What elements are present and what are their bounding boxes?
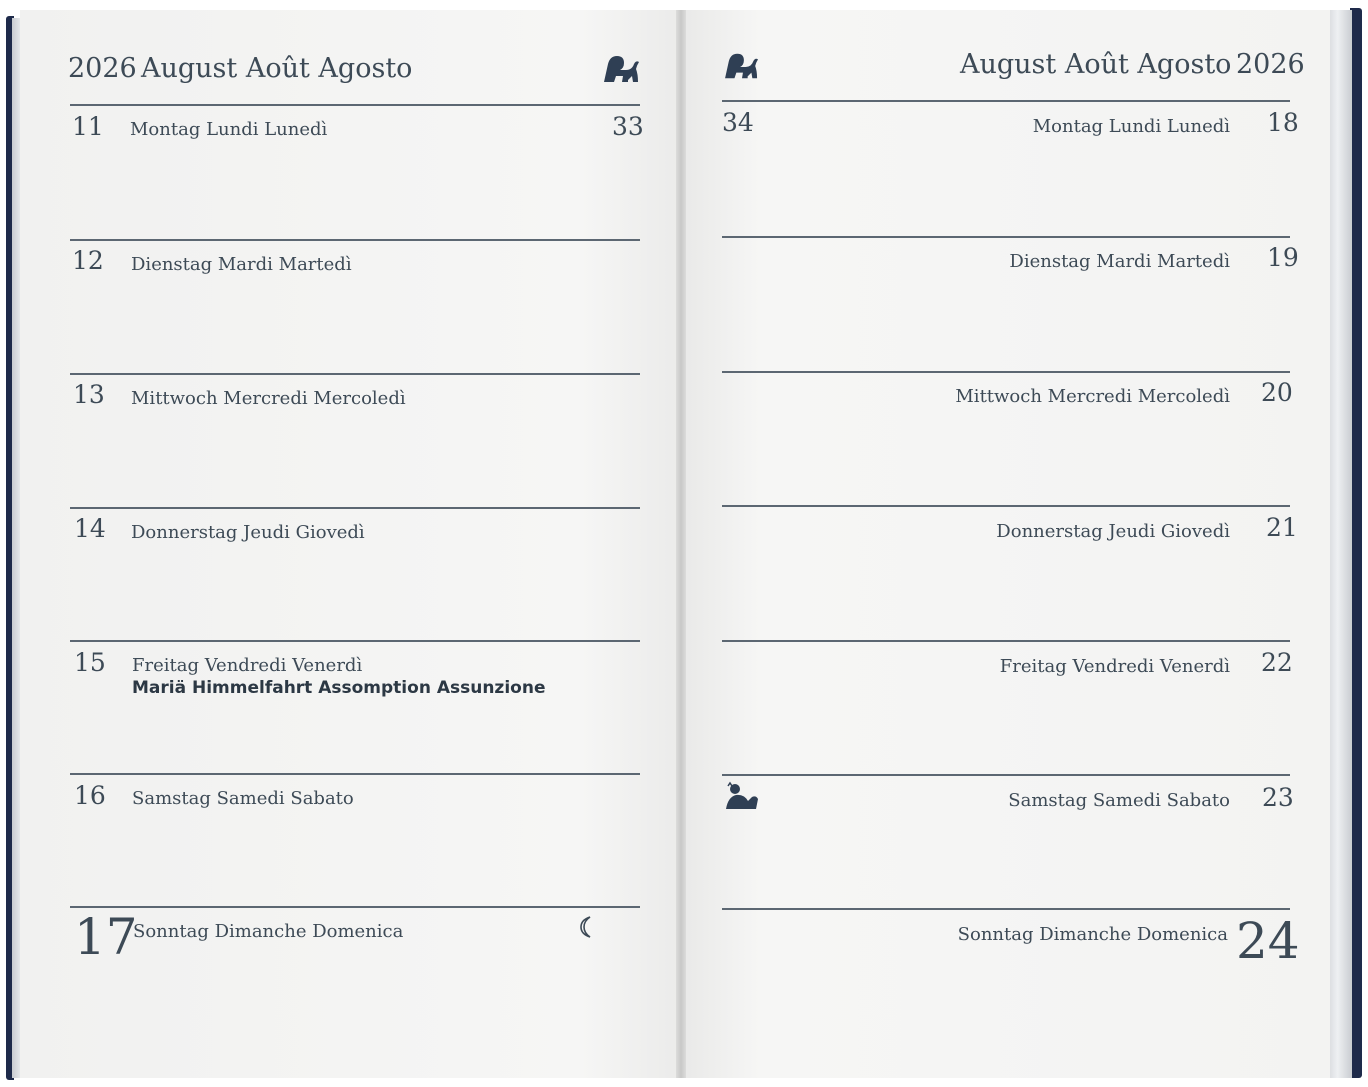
- day-number-sunday: 17: [74, 908, 138, 966]
- day-number: 14: [74, 514, 106, 543]
- day-name: Montag Lundi Lunedì: [1032, 116, 1230, 137]
- leo-lion-icon: [602, 52, 642, 86]
- leo-lion-icon: [722, 50, 762, 82]
- day-name: Sonntag Dimanche Domenica: [133, 921, 404, 942]
- day-name: Donnerstag Jeudi Giovedì: [131, 522, 365, 543]
- page-edge-right: [1328, 10, 1352, 1078]
- day-divider: [70, 373, 640, 375]
- left-header-month: August Août Agosto: [141, 53, 413, 84]
- day-divider: [70, 906, 640, 908]
- day-name: Donnerstag Jeudi Giovedì: [996, 521, 1230, 542]
- day-name: Freitag Vendredi Venerdì: [132, 655, 363, 676]
- day-name: Samstag Samedi Sabato: [1008, 790, 1230, 811]
- day-divider: [722, 774, 1290, 776]
- day-name: Montag Lundi Lunedì: [130, 119, 328, 140]
- day-divider: [722, 371, 1290, 373]
- day-name: Samstag Samedi Sabato: [132, 788, 354, 809]
- right-header-month: August Août Agosto: [960, 49, 1232, 80]
- holiday-label: Mariä Himmelfahrt Assomption Assunzione: [132, 678, 546, 698]
- day-number: 11: [72, 112, 104, 141]
- crescent-moon-icon: [578, 915, 596, 939]
- day-name: Dienstag Mardi Martedì: [1009, 251, 1230, 272]
- day-divider: [70, 507, 640, 509]
- book-gutter: [676, 10, 686, 1078]
- day-divider: [722, 908, 1290, 910]
- left-week-number: 33: [612, 112, 644, 141]
- day-number: 21: [1266, 513, 1298, 542]
- day-name: Mittwoch Mercredi Mercoledì: [955, 386, 1230, 407]
- right-page: [682, 10, 1330, 1078]
- left-header-rule: [70, 104, 640, 106]
- day-name: Dienstag Mardi Martedì: [131, 254, 352, 275]
- day-number: 13: [73, 380, 105, 409]
- day-number: 16: [74, 781, 106, 810]
- day-number: 15: [74, 648, 106, 677]
- day-divider: [70, 773, 640, 775]
- day-number: 22: [1261, 648, 1293, 677]
- day-name: Mittwoch Mercredi Mercoledì: [131, 388, 406, 409]
- day-number-sunday: 24: [1236, 912, 1300, 970]
- day-number: 18: [1267, 108, 1299, 137]
- right-header-rule: [722, 100, 1290, 102]
- day-name: Sonntag Dimanche Domenica: [957, 924, 1228, 945]
- day-divider: [722, 236, 1290, 238]
- day-divider: [70, 640, 640, 642]
- virgo-maiden-icon: [722, 781, 762, 811]
- day-number: 23: [1262, 783, 1294, 812]
- day-number: 19: [1267, 243, 1299, 272]
- day-number: 20: [1261, 378, 1293, 407]
- right-week-number: 34: [722, 108, 754, 137]
- day-divider: [722, 505, 1290, 507]
- day-divider: [722, 640, 1290, 642]
- left-header-year: 2026: [68, 53, 137, 84]
- day-number: 12: [72, 246, 104, 275]
- day-divider: [70, 239, 640, 241]
- day-name: Freitag Vendredi Venerdì: [999, 656, 1230, 677]
- right-header-year: 2026: [1236, 49, 1305, 80]
